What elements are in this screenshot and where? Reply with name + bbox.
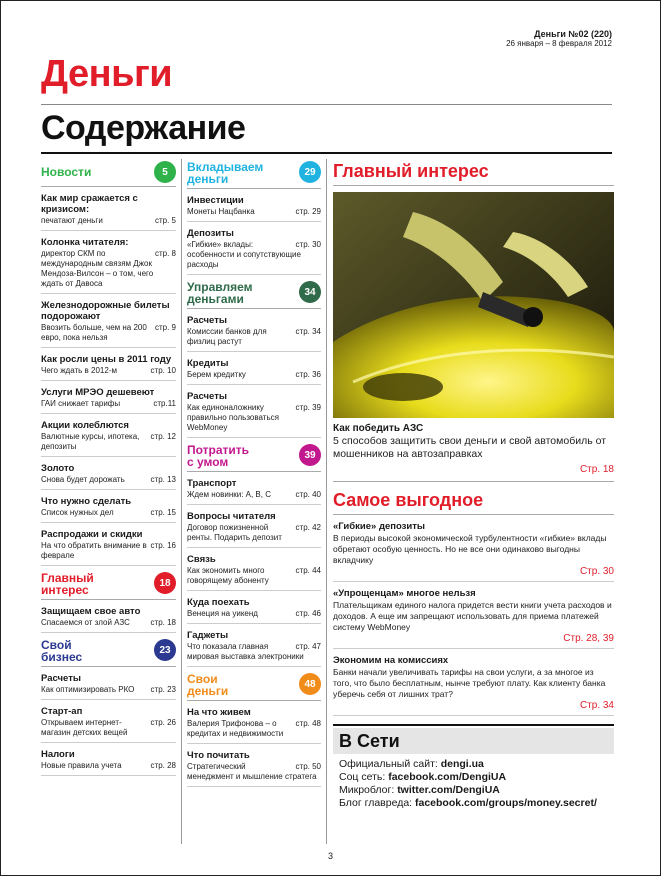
web-line [333,784,614,797]
page-title: Содержание [41,109,246,147]
toc-item-desc-text: Открываем интернет-магазин детских вещей [41,718,128,737]
toc-item-desc-text: Ввозить больше, чем на 200 евро, пока нельзя [41,323,147,342]
section-title-line: Свой [41,638,72,652]
toc-item-desc [187,240,321,270]
toc-item-page: стр. 29 [295,207,321,216]
section-invest [187,161,321,189]
toc-item-desc-text: Берем кредитку [187,370,246,379]
feature-rule [333,481,614,482]
toc-item-title: Что почитать [187,750,250,761]
section-title-line: деньгами [187,292,244,306]
toc-item [41,673,176,700]
toc-item-page: стр. 12 [150,432,176,441]
best-item-title: «Упрощенцам» многое нельзя [333,588,476,599]
toc-item-title: Гаджеты [187,630,229,641]
toc-item-title: Что нужно сделать [41,496,132,507]
section-title-line: Потратить [187,443,250,457]
section-title [187,281,253,305]
toc-item-page: стр. 30 [295,240,321,249]
web-link[interactable]: twitter.com/DengiUA [397,784,500,796]
section-title-line: деньги [187,684,229,698]
toc-item-page: стр. 13 [150,475,176,484]
web-box [333,724,614,810]
toc-item [41,749,176,776]
toc-item-title: Как мир сражается с кризисом: [41,193,138,215]
toc-item [41,354,176,381]
toc-item-desc [187,719,321,739]
toc-item-title: Куда поехать [187,597,250,608]
toc-item-desc [41,761,176,771]
column-divider [326,159,327,844]
toc-item-desc [41,685,176,695]
section-title: Новости [41,165,92,179]
section-main-interest [41,572,176,600]
web-heading: В Сети [333,728,614,754]
toc-item-desc-text: Спасаемся от злой АЗС [41,618,130,627]
toc-item-page: стр. 9 [154,323,176,332]
toc-item-desc-text: Договор пожизненной ренты. Подарить депозит [187,523,282,542]
toc-item-desc [41,475,176,485]
toc-item-page: стр. 10 [150,366,176,375]
toc-item-desc-text: «Гибкие» вклады: особенности и сопутствующие расходы [187,240,301,269]
web-link[interactable]: facebook.com/groups/money.secret/ [415,797,597,809]
toc-item-desc [187,762,321,782]
toc-item-page: стр. 40 [295,490,321,499]
toc-item-desc [41,718,176,738]
toc-item-desc [187,403,321,433]
toc-item-desc-text: Как единоналожнику правильно пользоваться WebMoney [187,403,279,432]
toc-item [41,529,176,566]
spend-items [187,478,321,667]
toc-item-page: стр. 5 [154,216,176,225]
toc-item-title: Расчеты [187,391,227,402]
toc-item-desc-text: Чего ждать в 2012-м [41,366,117,375]
toc-item-page: стр. 48 [295,719,321,728]
toc-item-desc-text: Как экономить много говорящему абоненту [187,566,269,585]
main-interest-heading: Главный интерес [333,159,614,186]
toc-item-title: Старт-ап [41,706,83,717]
toc-item-desc-text: Ждем новинки: A, B, C [187,490,271,499]
web-line [333,771,614,784]
page-badge: 5 [154,161,176,183]
toc-item-page: стр. 16 [150,541,176,550]
toc-item-title: Инвестиции [187,195,244,206]
section-news [41,161,176,187]
toc-item-desc [187,609,321,619]
best-item [333,655,614,716]
toc-item-desc-text: Новые правила учета [41,761,122,770]
toc-item-page: стр.11 [153,399,176,408]
news-items [41,193,176,566]
toc-item-title: Акции колеблются [41,420,129,431]
toc-item-desc-text: Как оптимизировать РКО [41,685,135,694]
toc-item-desc [187,566,321,586]
toc-item-desc [41,541,176,561]
web-link[interactable]: dengi.ua [440,758,484,770]
toc-item-page: стр. 15 [150,508,176,517]
toc-item-desc-text: Венеция на уикенд [187,609,258,618]
web-line [333,797,614,810]
toc-item [41,496,176,523]
toc-item [41,606,176,633]
featured-column [333,159,614,810]
toc-item-desc [41,508,176,518]
best-items [333,521,614,716]
toc-item-desc-text: Стратегический менеджмент и мышление стратега [187,762,317,781]
toc-column-2 [187,161,321,793]
toc-item-title: Железнодорожные билеты подорожают [41,300,170,322]
section-title-line: бизнес [41,650,83,664]
toc-item-desc-text: На что обратить внимание в феврале [41,541,147,560]
column-divider [181,159,182,844]
toc-item [187,597,321,624]
toc-item-desc-text: Монеты Нацбанка [187,207,255,216]
web-line [333,758,614,771]
toc-item [187,228,321,275]
section-title-line: с умом [187,455,229,469]
section-spend [187,444,321,472]
toc-item [187,391,321,438]
toc-item-page: стр. 50 [295,762,321,771]
best-item-title: «Гибкие» депозиты [333,521,425,532]
toc-item [187,554,321,591]
page-badge: 18 [154,572,176,594]
section-own-money [187,673,321,701]
toc-item-desc [187,523,321,543]
web-lines [333,758,614,810]
page-number: 3 [327,851,333,861]
toc-item-title: Расчеты [41,673,81,684]
best-item-desc: Банки начали увеличивать тарифы на свои услуги, а за многое из того, что было бесплатным, нынче требуют плату. Как клиенту банка уберечь себя от лишних трат? [333,667,606,699]
title-rule [41,152,612,154]
section-title-line: Свои [187,672,218,686]
toc-item-page: стр. 34 [295,327,321,336]
toc-item-desc [41,366,176,376]
toc-item-title: На что живем [187,707,251,718]
best-item-page: Стр. 30 [579,566,614,577]
section-title [187,161,263,185]
section-title [187,444,249,468]
toc-item-title: Кредиты [187,358,229,369]
section-title-line: деньги [187,172,229,186]
toc-item [41,193,176,231]
section-title-line: интерес [41,583,89,597]
section-title-line: Управляем [187,280,253,294]
feature-page: Стр. 18 [579,464,614,475]
toc-item-title: Расчеты [187,315,227,326]
section-title [41,639,82,663]
toc-item [187,315,321,352]
toc-item [41,237,176,294]
toc-item [187,478,321,505]
toc-item-title: Вопросы читателя [187,511,276,522]
top-rule [41,104,612,105]
own-business-items [41,673,176,776]
toc-item-desc [41,216,176,226]
toc-item-title: Депозиты [187,228,234,239]
feature-title: Как победить АЗС [333,423,424,434]
best-item-page: Стр. 28, 39 [563,633,614,644]
toc-item-page: стр. 36 [295,370,321,379]
toc-item [41,300,176,348]
toc-item-desc-text: Валютные курсы, ипотека, депозиты [41,432,140,451]
toc-item [187,195,321,222]
best-item-title: Экономим на комиссиях [333,655,449,666]
web-label: Блог главреда: [339,797,415,809]
toc-item-page: стр. 39 [295,403,321,412]
best-item [333,521,614,582]
feature-description: 5 способов защитить свои деньги и свой автомобиль от мошенников на автозаправках [333,435,606,460]
toc-item-desc [187,207,321,217]
toc-item-desc [41,249,176,289]
own-money-items [187,707,321,787]
toc-item [41,463,176,490]
best-item [333,588,614,649]
toc-column-1 [41,161,176,782]
toc-item-desc-text: Что показала главная мировая выставка электроники [187,642,304,661]
toc-item-title: Налоги [41,749,75,760]
best-item-desc: В периоды высокой экономической турбулентности «гибкие» вклады обретают особую ценность. Но не все они одинаково выгодны вкладчику [333,533,607,565]
best-heading: Самое выгодное [333,488,614,515]
toc-item-title: Услуги МРЭО дешевеют [41,387,155,398]
toc-item [187,707,321,744]
toc-item-desc [41,432,176,452]
toc-item-desc-text: печатают деньги [41,216,103,225]
issue-info [506,29,612,49]
toc-item-title: Как росли цены в 2011 году [41,354,172,365]
section-title-line: Вкладываем [187,160,264,174]
toc-item-title: Защищаем свое авто [41,606,141,617]
toc-item-title: Связь [187,554,216,565]
toc-item [187,630,321,667]
section-title-line: Главный [41,571,94,585]
toc-item-title: Распродажи и скидки [41,529,143,540]
toc-item-page: стр. 18 [150,618,176,627]
toc-item [41,420,176,457]
toc-item-desc-text: ГАИ снижает тарифы [41,399,121,408]
page-badge: 39 [299,444,321,466]
toc-item-desc-text: Комиссии банков для физлиц растут [187,327,267,346]
toc-item-desc [187,642,321,662]
section-title [187,673,228,697]
toc-item-page: стр. 46 [295,609,321,618]
toc-item-title: Колонка читателя: [41,237,129,248]
toc-item [187,358,321,385]
toc-item-page: стр. 44 [295,566,321,575]
car-photo-illustration [333,192,614,418]
web-label: Соц сеть: [339,771,389,783]
section-manage [187,281,321,309]
toc-item-desc [187,370,321,380]
page-badge: 23 [154,639,176,661]
toc-item-desc-text: Снова будет дорожать [41,475,125,484]
section-title [41,572,94,596]
toc-item-page: стр. 26 [150,718,176,727]
toc-item [187,511,321,548]
best-item-desc: Плательщикам единого налога придется вести книги учета расходов и доходов. А еще им запрещают использовать для приема платежей систему WebMoney [333,600,612,632]
web-link[interactable]: facebook.com/DengiUA [388,771,507,783]
web-label: Официальный сайт: [339,758,441,770]
toc-item-page: стр. 42 [295,523,321,532]
manage-items [187,315,321,438]
toc-item [41,706,176,743]
toc-item-desc [41,323,176,343]
toc-item-desc-text: директор СКМ по международным связям Джок Мендоза-Вилсон – о том, чего ждать от Давоса [41,249,154,288]
brand-logo: Деньги [41,53,173,95]
toc-item-desc [41,399,176,409]
car-fueling-photo [333,192,614,418]
toc-item-desc-text: Список нужных дел [41,508,114,517]
toc-item-page: стр. 23 [150,685,176,694]
best-item-page: Стр. 34 [579,700,614,711]
issue-dates: 26 января – 8 февраля 2012 [506,39,612,48]
web-label: Микроблог: [339,784,398,796]
toc-item-desc [187,327,321,347]
page-badge: 48 [299,673,321,695]
section-own-business [41,639,176,667]
toc-item-page: стр. 8 [154,249,176,258]
toc-item-page: стр. 28 [150,761,176,770]
page-badge: 29 [299,161,321,183]
toc-item-desc [41,618,176,628]
issue-number: Деньги №02 (220) [534,29,612,39]
toc-item-desc-text: Валерия Трифонова – о кредитах и недвижимости [187,719,284,738]
invest-items [187,195,321,275]
toc-item-title: Золото [41,463,75,474]
main-interest-items [41,606,176,633]
toc-item [187,750,321,787]
toc-item-desc [187,490,321,500]
toc-item-page: стр. 47 [295,642,321,651]
toc-item [41,387,176,414]
toc-item-title: Транспорт [187,478,237,489]
page-badge: 34 [299,281,321,303]
